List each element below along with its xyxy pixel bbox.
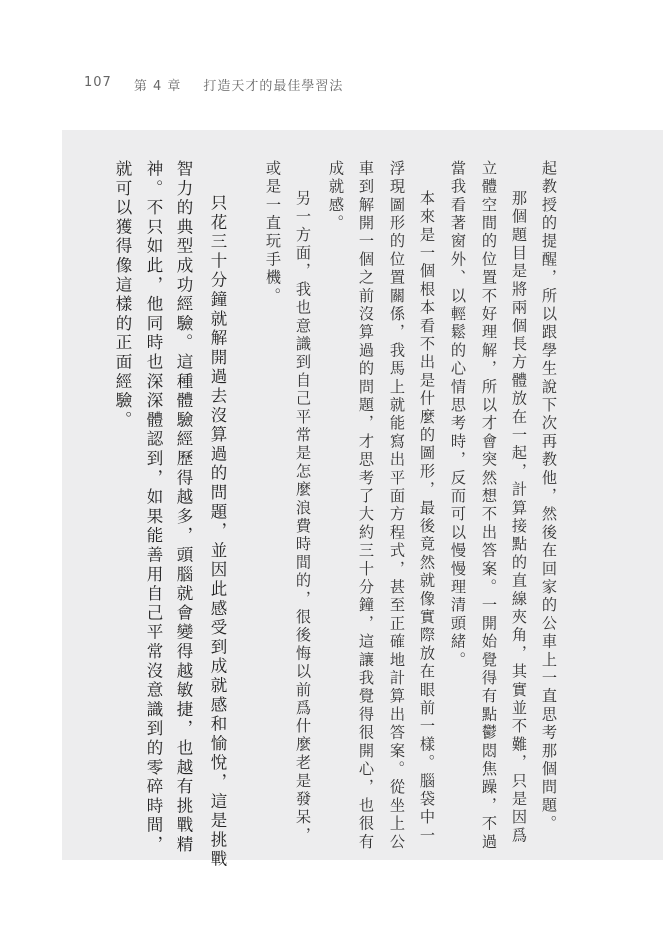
- quote-line: 本來是一個根本看不出是什麼的圖形，最後竟然就像實際放在眼前一樣。腦袋中一: [418, 190, 436, 846]
- body-line: 只花三十分鐘就解開過去沒算過的問題，並因此感受到成就感和愉悅，這是挑戰: [208, 194, 227, 870]
- quote-line: 成就感。: [327, 160, 345, 233]
- body-line: 就可以獲得像這樣的正面經驗。: [113, 160, 132, 431]
- page-number: 107: [84, 75, 112, 90]
- chapter-label: 第 4 章: [133, 79, 182, 94]
- chapter-title: 打造天才的最佳學習法: [203, 79, 344, 94]
- quote-line: 車到解開一個之前沒算過的問題，才思考了大約三十分鐘，這讓我覺得很開心，也很有: [357, 160, 375, 852]
- quote-line: 浮現圖形的位置關係，我馬上就能寫出平面方程式，甚至正確地計算出答案。從坐上公: [388, 160, 406, 852]
- quote-line: 另一方面，我也意識到自己平常是怎麼浪費時間的，很後悔以前爲什麼老是發呆，: [294, 190, 312, 846]
- quote-line: 那個題目是將兩個長方體放在一起，計算接點的直線夾角，其實並不難，只是因爲: [510, 190, 528, 846]
- body-line: 智力的典型成功經驗。這種體驗經歷得越多，頭腦就會變得越敏捷，也越有挑戰精: [174, 160, 193, 855]
- quote-line: 當我看著窗外、以輕鬆的心情思考時，反而可以慢慢理清頭緒。: [449, 160, 467, 670]
- quote-line: 或是一直玩手機。: [264, 160, 282, 306]
- quote-line: 立體空間的位置不好理解，所以才會突然想不出答案。一開始覺得有點鬱悶焦躁，不過: [480, 160, 498, 852]
- quote-line: 起教授的提醒，所以跟學生說下次再教他，然後在回家的公車上一直思考那個問題。: [540, 160, 558, 834]
- page-header: [84, 75, 343, 94]
- body-line: 神。不只如此，他同時也深深體認到，如果能善用自己平常沒意識到的零碎時間，: [144, 160, 163, 855]
